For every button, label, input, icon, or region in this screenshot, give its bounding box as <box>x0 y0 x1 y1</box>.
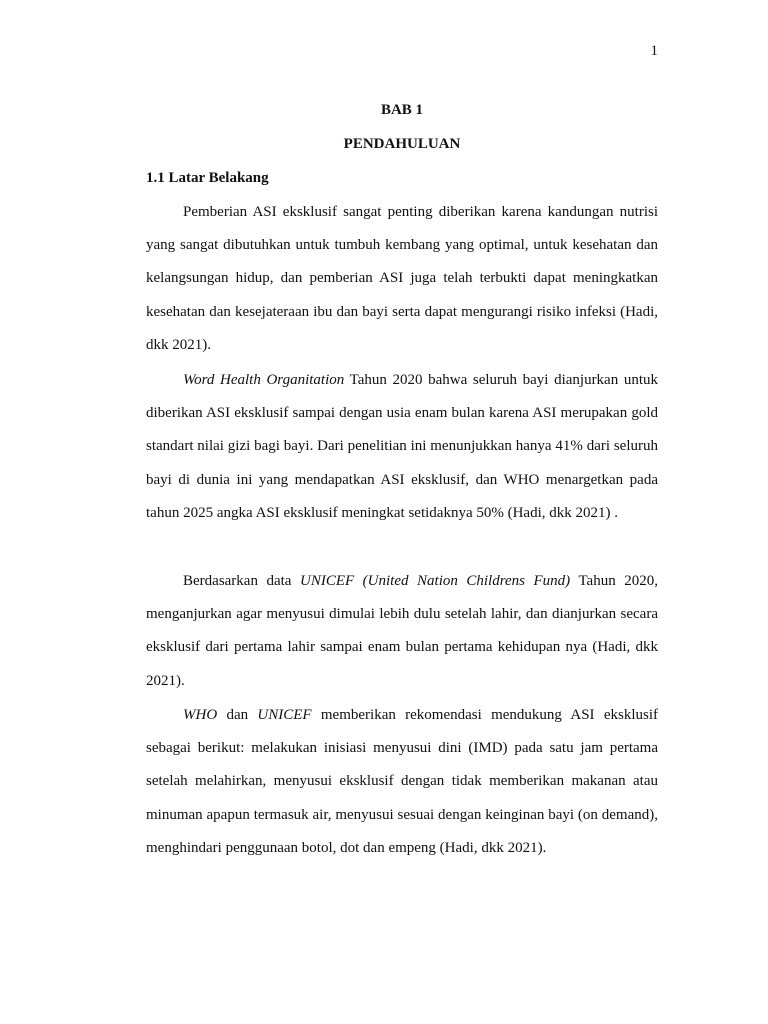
organization-name: Word Health Organitation <box>183 372 345 388</box>
organization-name: UNICEF (United Nation Childrens Fund) <box>300 573 571 589</box>
paragraph-unicef-data <box>146 565 658 698</box>
chapter-title: PENDAHULUAN <box>343 136 461 152</box>
page-number: 1 <box>650 43 658 59</box>
paragraph-text: Tahun 2020 bahwa seluruh bayi dianjurkan untuk diberikan ASI eksklusif sampai dengan usia enam bulan karena ASI merupakan gold standart nilai gizi bagi bayi. Dari penelitian ini menunjukkan hanya 41% dari seluruh bayi di dunia ini yang mendapatkan ASI eksklusif, dan WHO menargetkan pada tahun 2025 angka ASI eksklusif meningkat setidaknya 50% (Hadi, dkk 2021) . <box>146 372 658 521</box>
paragraph-who-unicef-recommendations <box>146 699 658 865</box>
paragraph-text: Tahun 2020, menganjurkan agar menyusui dimulai lebih dulu setelah lahir, dan dianjurkan secara eksklusif dari pertama lahir sampai enam bulan pertama kehidupan nya (Hadi, dkk 2021). <box>146 573 658 689</box>
chapter-number: BAB 1 <box>380 102 424 118</box>
paragraph-text: Pemberian ASI eksklusif sangat penting diberikan karena kandungan nutrisi yang sangat dibutuhkan untuk tumbuh kembang yang optimal, untuk kesehatan dan kelangsungan hidup, dan pemberian ASI juga telah terbukti dapat meningkatkan kesehatan dan kesejateraan ibu dan bayi serta dapat mengurangi risiko infeksi (Hadi, dkk 2021). <box>146 204 658 353</box>
paragraph-text: memberikan rekomendasi mendukung ASI eksklusif sebagai berikut: melakukan inisiasi menyusui dini (IMD) pada satu jam pertama setelah melahirkan, menyusui eksklusif dengan tidak memberikan makanan atau minuman apapun termasuk air, menyusui sesuai dengan keinginan bayi (on demand), menghindari penggunaan botol, dot dan empeng (Hadi, dkk 2021). <box>146 707 658 856</box>
paragraph-lead: Berdasarkan data <box>183 573 300 589</box>
organization-name-unicef: UNICEF <box>257 707 312 723</box>
paragraph-asi-importance <box>146 196 658 362</box>
paragraph-connector: dan <box>217 707 258 723</box>
organization-name-who: WHO <box>183 707 218 723</box>
paragraph-who-recommendation <box>146 364 658 530</box>
section-heading: 1.1 Latar Belakang <box>146 170 269 186</box>
